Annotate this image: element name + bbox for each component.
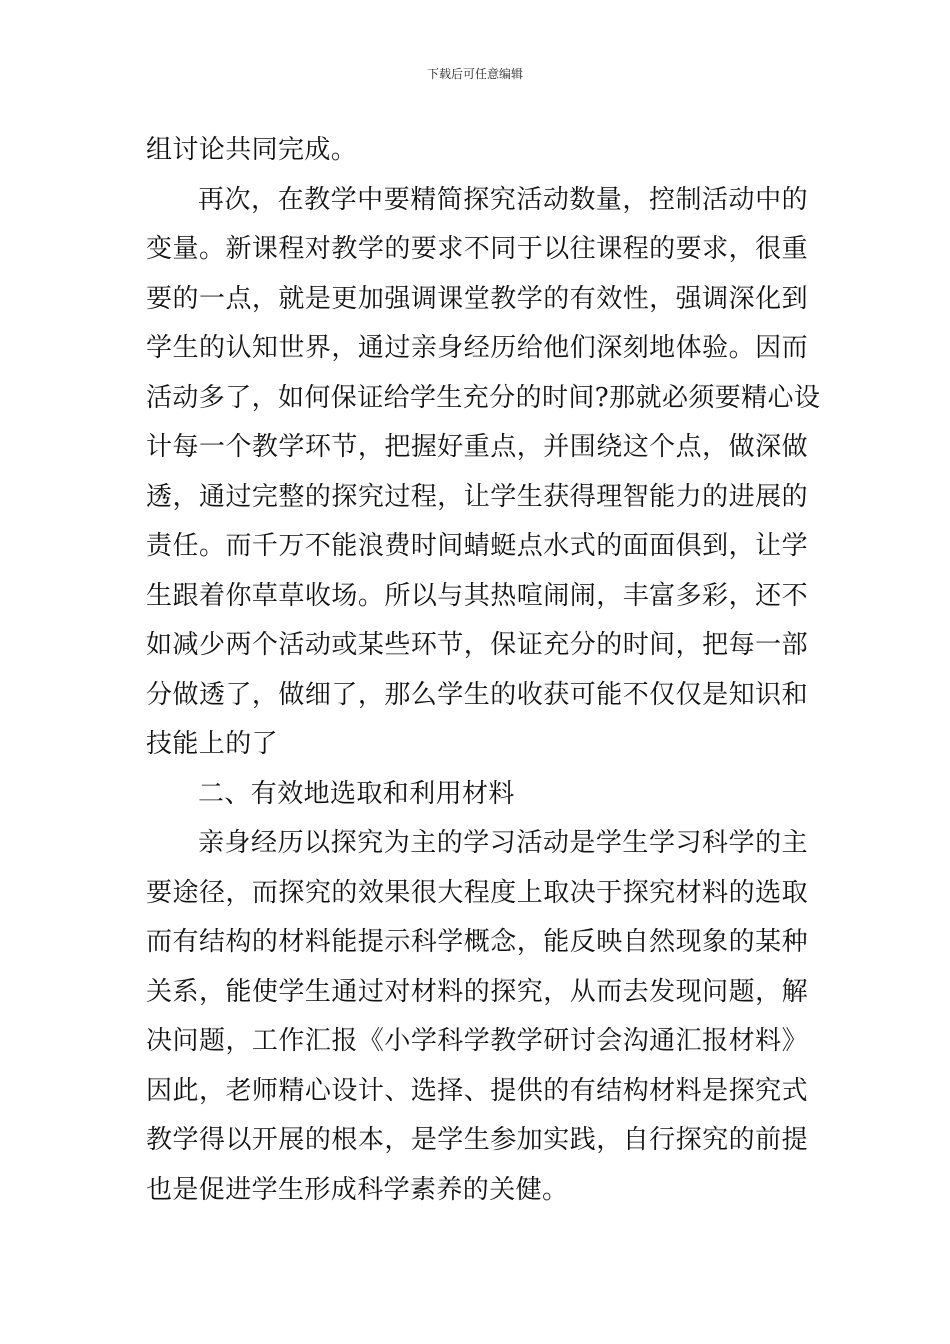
text-line: 教学得以开展的根本，是学生参加实践，自行探究的前提 [146, 1125, 808, 1155]
text-line: 也是促进学生形成科学素养的关健。 [146, 1174, 569, 1205]
text-line: 决问题，工作汇报《小学科学教学研讨会沟通汇报材料》 [146, 1026, 808, 1056]
text-line: 二、有效地选取和利用材料 [198, 778, 515, 809]
text-line: 因此，老师精心设计、选择、提供的有结构材料是探究式 [146, 1075, 808, 1106]
text-line: 亲身经历以探究为主的学习活动是学生学习科学的主 [198, 828, 808, 858]
text-line: 组讨论共同完成。 [146, 135, 358, 165]
text-line: 活动多了，如何保证给学生充分的时间?那就必须要精心设 [146, 382, 821, 413]
text-line: 生跟着你草草收场。所以与其热喧闹闹，丰富多彩，还不 [146, 580, 808, 611]
text-line: 关系，能使学生通过对材料的探究，从而去发现问题，解 [146, 976, 808, 1007]
text-line: 透，通过完整的探究过程，让学生获得理智能力的进展的 [146, 481, 808, 512]
text-line: 而有结构的材料能提示科学概念，能反映自然现象的某种 [146, 927, 808, 957]
text-line: 技能上的了 [146, 729, 279, 759]
text-line: 如减少两个活动或某些环节，保证充分的时间，把每一部 [146, 630, 808, 660]
text-line: 再次，在教学中要精简探究活动数量，控制活动中的 [198, 184, 808, 215]
text-line: 计每一个教学环节，把握好重点，并围绕这个点，做深做 [146, 432, 808, 462]
document-body [146, 126, 821, 1215]
text-line: 学生的认知世界，通过亲身经历给他们深刻地体验。因而 [146, 333, 808, 363]
text-line: 变量。新课程对教学的要求不同于以往课程的要求，很重 [146, 234, 808, 264]
text-line: 责任。而千万不能浪费时间蜻蜓点水式的面面俱到，让学 [146, 531, 808, 561]
text-line: 分做透了，做细了，那么学生的收获可能不仅仅是知识和 [146, 679, 808, 710]
page-header: 下载后可任意编辑 [426, 67, 523, 81]
text-line: 要途径，而探究的效果很大程度上取决于探究材料的选取 [146, 877, 808, 908]
text-line: 要的一点，就是更加强调课堂教学的有效性，强调深化到 [146, 283, 808, 314]
